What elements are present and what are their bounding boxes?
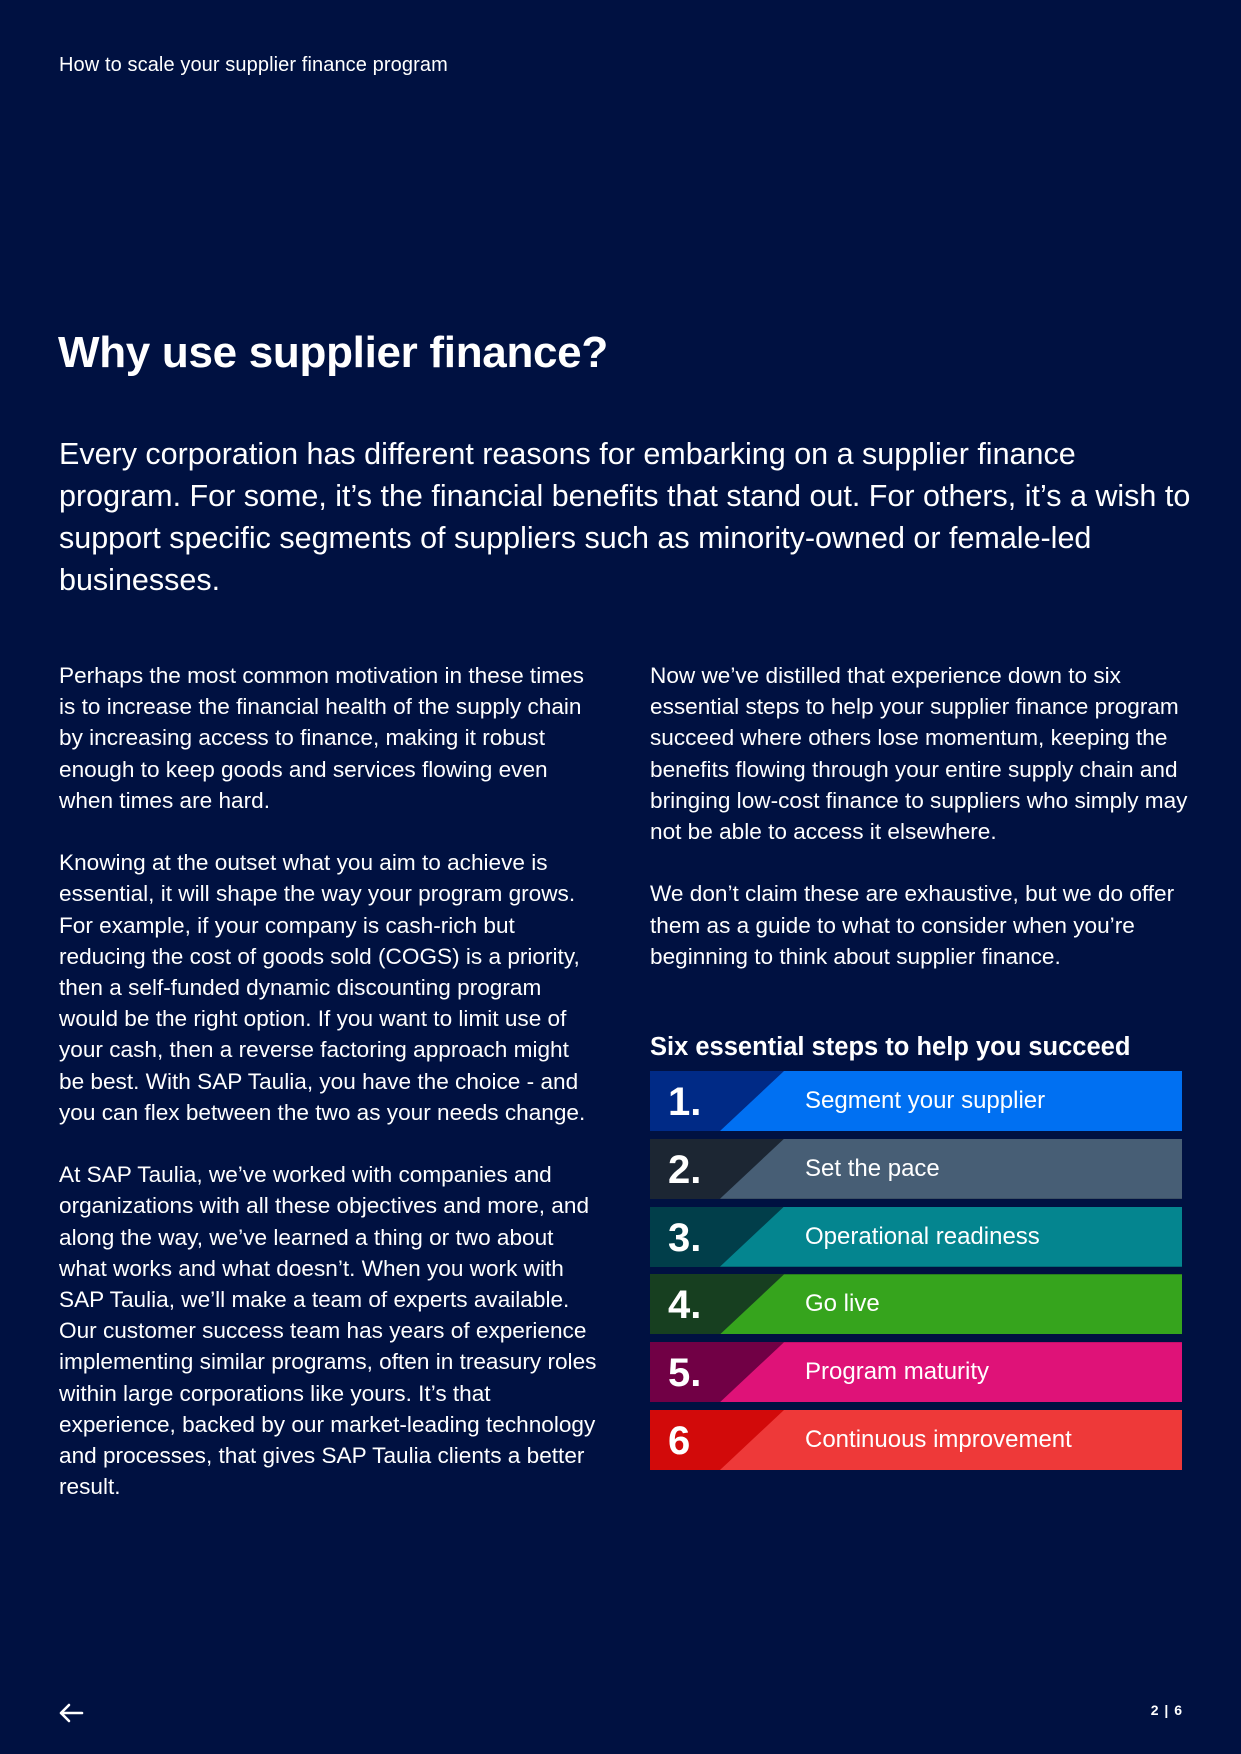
left-arrow-icon[interactable] — [58, 1700, 84, 1726]
step-label: Segment your supplier — [805, 1087, 1046, 1114]
step-item — [650, 1139, 1182, 1199]
step-number: 4. — [668, 1283, 702, 1328]
page-title: Why use supplier finance? — [58, 328, 608, 377]
step-number: 5. — [668, 1351, 702, 1396]
step-item — [650, 1342, 1182, 1402]
right-column — [650, 660, 1190, 1003]
step-number: 6 — [668, 1418, 691, 1463]
step-number: 2. — [668, 1147, 702, 1192]
body-paragraph: Now we’ve distilled that experience down to six essential steps to help your supplier finance program succeed where others lose momentum, keeping the benefits flowing through your entire supply chain and bringing low-cost finance to suppliers who simply may not be able to access it elsewhere. — [650, 663, 1188, 845]
step-item — [650, 1274, 1182, 1334]
step-label: Operational readiness — [805, 1222, 1040, 1250]
step-number: 1. — [668, 1080, 702, 1124]
step-label: Set the pace — [805, 1154, 940, 1182]
step-label: Program maturity — [805, 1358, 990, 1386]
step-item — [650, 1071, 1182, 1131]
body-paragraph: We don’t claim these are exhaustive, but we do offer them as a guide to what to consider when you’re beginning to think about supplier finance. — [650, 881, 1175, 969]
document-header: How to scale your supplier finance program — [59, 54, 448, 76]
step-item — [650, 1410, 1182, 1470]
step-item — [650, 1207, 1182, 1267]
steps-heading: Six essential steps to help you succeed — [650, 1033, 1131, 1061]
step-label: Continuous improvement — [805, 1425, 1072, 1453]
body-paragraph: Knowing at the outset what you aim to achieve is essential, it will shape the way your program grows. For example, if your company is cash-rich but reducing the cost of goods sold (COGS) is a priority, then a self-funded dynamic discounting program would be the right option. If you want to limit use of your cash, then a reverse factoring approach might be best. With SAP Taulia, you have the choice - and you can flex between the two as your needs change. — [59, 850, 586, 1125]
steps-list — [650, 1071, 1182, 1478]
left-column — [59, 660, 599, 1534]
step-label: Go live — [805, 1290, 880, 1318]
body-paragraph: Perhaps the most common motivation in these times is to increase the financial health of the supply chain by increasing access to finance, making it robust enough to keep goods and services flowing even when times are hard. — [59, 663, 584, 813]
step-number: 3. — [668, 1215, 702, 1260]
body-paragraph: At SAP Taulia, we’ve worked with companies and organizations with all these objectives and more, and along the way, we’ve learned a thing or two about what works and what doesn’t. When you work with SAP Taulia, we’ll make a team of experts available. Our customer success team has years of experience implementing similar programs, often in treasury roles within large corporations like yours. It’s that experience, backed by our market-leading technology and processes, that gives SAP Taulia clients a better result. — [59, 1162, 597, 1500]
intro-paragraph: Every corporation has different reasons for embarking on a supplier finance program. For some, it’s the financial benefits that stand out. For others, it’s a wish to support specific segments of suppliers such as minority-owned or female-led businesses. — [59, 437, 1191, 597]
page-number: 2 | 6 — [1150, 1702, 1183, 1718]
